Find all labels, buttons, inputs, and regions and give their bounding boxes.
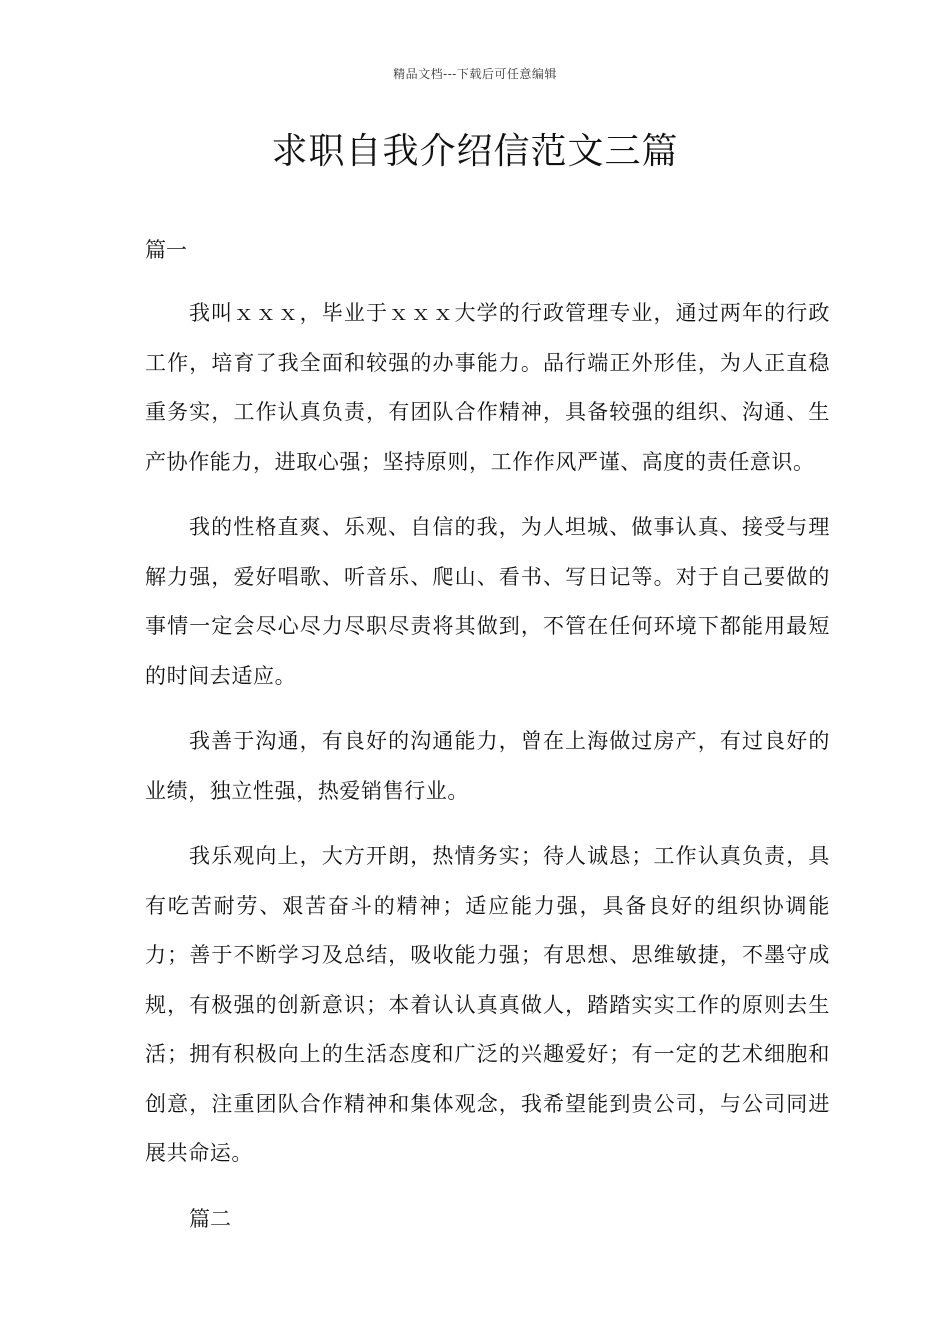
section-heading-2: 篇二 [189, 1206, 231, 1231]
document-body [145, 226, 830, 1244]
paragraph-1: 我叫ｘｘｘ，毕业于ｘｘｘ大学的行政管理专业，通过两年的行政工作，培育了我全面和较强的办事能力。品行端正外形佳，为人正直稳重务实，工作认真负责，有团队合作精神，具备较强的组织、沟通、生产协作能力，进取心强；坚持原则，工作作风严谨、高度的责任意识。 [145, 301, 830, 474]
document-title: 求职自我介绍信范文三篇 [271, 131, 679, 172]
paragraph-4: 我乐观向上，大方开朗，热情务实；待人诚恳；工作认真负责，具有吃苦耐劳、艰苦奋斗的精神；适应能力强，具备良好的组织协调能力；善于不断学习及总结，吸收能力强；有思想、思维敏捷，不墨守成规，有极强的创新意识；本着认认真真做人，踏踏实实工作的原则去生活；拥有积极向上的生活态度和广泛的兴趣爱好；有一定的艺术细胞和创意，注重团队合作精神和集体观念，我希望能到贵公司，与公司同进展共命运。 [145, 844, 830, 1165]
paragraph-3: 我善于沟通，有良好的沟通能力，曾在上海做过房产，有过良好的业绩，独立性强，热爱销售行业。 [145, 729, 830, 803]
header-note: 精品文档---下载后可任意编辑 [393, 67, 557, 81]
paragraph-2: 我的性格直爽、乐观、自信的我，为人坦城、做事认真、接受与理解力强，爱好唱歌、听音乐、爬山、看书、写日记等。对于自己要做的事情一定会尽心尽力尽职尽责将其做到，不管在任何环境下都能用最短的时间去适应。 [145, 515, 830, 688]
section-heading-1: 篇一 [145, 238, 187, 262]
